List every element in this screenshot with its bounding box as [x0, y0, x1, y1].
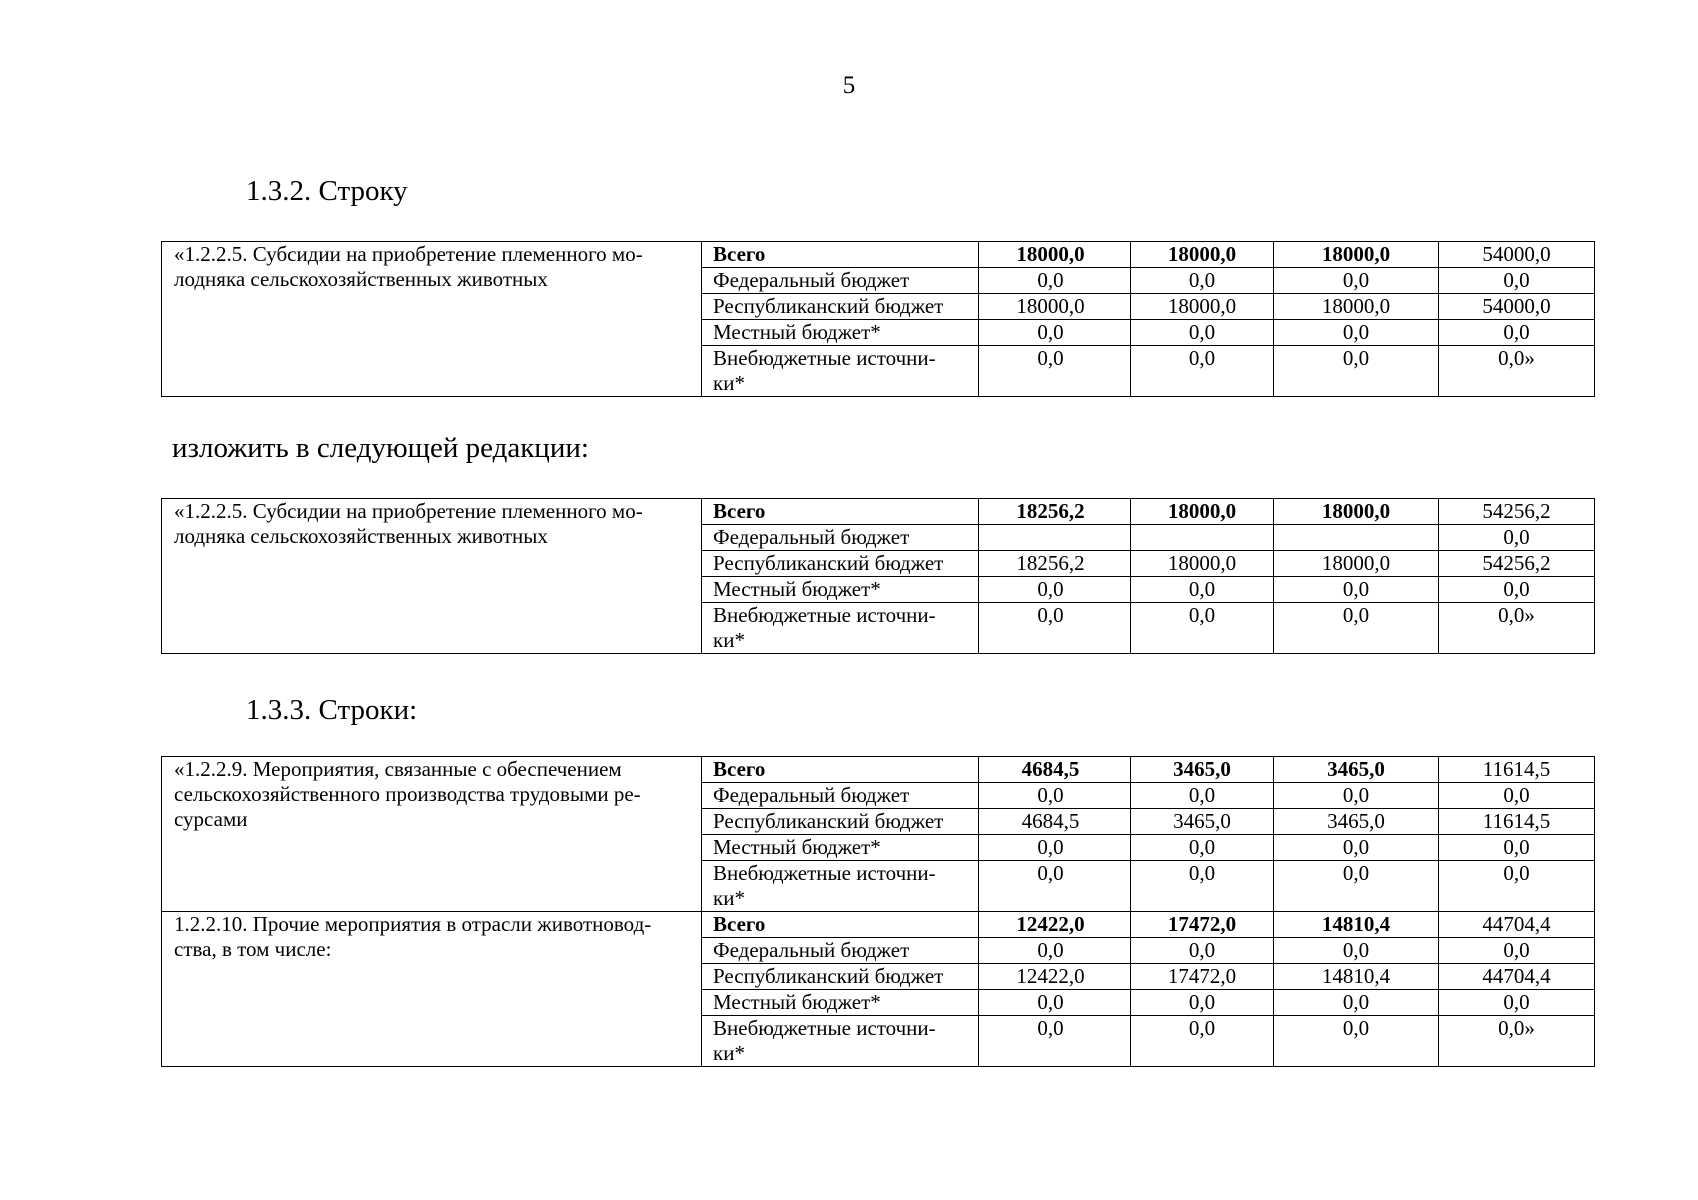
year-value-cell: 0,0 — [1131, 861, 1274, 912]
funding-source: Местный бюджет* — [702, 577, 979, 603]
funding-source: Внебюджетные источни- ки* — [702, 1016, 979, 1067]
year-value-cell: 14810,4 — [1274, 964, 1439, 990]
year-value-cell: 0,0 — [979, 938, 1131, 964]
page-number: 5 — [842, 72, 856, 99]
total-value-cell: 44704,4 — [1439, 964, 1595, 990]
funding-source: Республиканский бюджет — [702, 964, 979, 990]
budget-table-2 — [161, 498, 1595, 654]
total-value-cell: 11614,5 — [1439, 757, 1595, 783]
total-value-cell: 0,0» — [1439, 603, 1595, 654]
funding-source: Внебюджетные источни- ки* — [702, 346, 979, 397]
year-value-cell: 18000,0 — [1274, 499, 1439, 525]
measure-description: 1.2.2.10. Прочие мероприятия в отрасли животновод- ства, в том числе: — [162, 912, 702, 1067]
funding-source: Республиканский бюджет — [702, 294, 979, 320]
funding-source: Местный бюджет* — [702, 990, 979, 1016]
table-row — [162, 242, 1595, 268]
year-value-cell: 18000,0 — [1274, 551, 1439, 577]
year-value-cell: 0,0 — [1274, 835, 1439, 861]
year-value-cell: 0,0 — [1131, 268, 1274, 294]
measure-description: «1.2.2.5. Субсидии на приобретение племенного мо- лодняка сельскохозяйственных животных — [162, 499, 702, 654]
year-value-cell: 3465,0 — [1131, 809, 1274, 835]
funding-source: Всего — [702, 757, 979, 783]
year-value-cell: 0,0 — [1131, 835, 1274, 861]
total-value-cell: 0,0 — [1439, 577, 1595, 603]
table-row — [162, 912, 1595, 938]
funding-source: Республиканский бюджет — [702, 551, 979, 577]
section-heading-1-3-3: 1.3.3. Строки: — [246, 694, 418, 726]
year-value-cell: 0,0 — [1131, 990, 1274, 1016]
year-value-cell: 0,0 — [1274, 1016, 1439, 1067]
budget-table-3 — [161, 756, 1595, 1067]
year-value-cell: 12422,0 — [979, 964, 1131, 990]
year-value-cell: 0,0 — [1274, 346, 1439, 397]
total-value-cell: 0,0 — [1439, 835, 1595, 861]
year-value-cell: 18000,0 — [1274, 242, 1439, 268]
funding-source: Республиканский бюджет — [702, 809, 979, 835]
total-value-cell: 54000,0 — [1439, 242, 1595, 268]
total-value-cell: 0,0 — [1439, 861, 1595, 912]
year-value-cell: 17472,0 — [1131, 912, 1274, 938]
year-value-cell: 0,0 — [1131, 346, 1274, 397]
total-value-cell: 0,0 — [1439, 938, 1595, 964]
funding-source: Всего — [702, 912, 979, 938]
year-value-cell: 0,0 — [1274, 990, 1439, 1016]
year-value-cell: 0,0 — [1131, 783, 1274, 809]
total-value-cell: 0,0» — [1439, 346, 1595, 397]
year-value-cell: 0,0 — [979, 783, 1131, 809]
total-value-cell: 11614,5 — [1439, 809, 1595, 835]
year-value-cell: 18256,2 — [979, 499, 1131, 525]
total-value-cell: 54256,2 — [1439, 551, 1595, 577]
total-value-cell: 54256,2 — [1439, 499, 1595, 525]
year-value-cell: 0,0 — [979, 603, 1131, 654]
total-value-cell: 0,0 — [1439, 320, 1595, 346]
year-value-cell: 4684,5 — [979, 809, 1131, 835]
funding-source: Внебюджетные источни- ки* — [702, 603, 979, 654]
total-value-cell: 0,0 — [1439, 783, 1595, 809]
year-value-cell: 0,0 — [979, 835, 1131, 861]
year-value-cell: 18000,0 — [1274, 294, 1439, 320]
measure-description: «1.2.2.5. Субсидии на приобретение племенного мо- лодняка сельскохозяйственных животных — [162, 242, 702, 397]
year-value-cell: 0,0 — [979, 577, 1131, 603]
funding-source: Местный бюджет* — [702, 835, 979, 861]
funding-source: Всего — [702, 499, 979, 525]
year-value-cell: 0,0 — [1274, 268, 1439, 294]
funding-source: Федеральный бюджет — [702, 268, 979, 294]
year-value-cell: 18256,2 — [979, 551, 1131, 577]
funding-source: Федеральный бюджет — [702, 783, 979, 809]
year-value-cell: 0,0 — [1131, 603, 1274, 654]
year-value-cell: 0,0 — [979, 346, 1131, 397]
year-value-cell: 18000,0 — [1131, 499, 1274, 525]
total-value-cell: 54000,0 — [1439, 294, 1595, 320]
year-value-cell: 0,0 — [979, 320, 1131, 346]
total-value-cell: 0,0 — [1439, 525, 1595, 551]
funding-source: Внебюджетные источни- ки* — [702, 861, 979, 912]
year-value-cell: 12422,0 — [979, 912, 1131, 938]
year-value-cell: 3465,0 — [1131, 757, 1274, 783]
year-value-cell: 0,0 — [1131, 938, 1274, 964]
year-value-cell: 3465,0 — [1274, 809, 1439, 835]
total-value-cell: 0,0» — [1439, 1016, 1595, 1067]
year-value-cell: 0,0 — [979, 861, 1131, 912]
year-value-cell: 0,0 — [1131, 577, 1274, 603]
measure-description: «1.2.2.9. Мероприятия, связанные с обеспечением сельскохозяйственного производства трудовыми ре- сурсами — [162, 757, 702, 912]
year-value-cell: 0,0 — [979, 1016, 1131, 1067]
year-value-cell: 0,0 — [1131, 1016, 1274, 1067]
section-heading-new-edition: изложить в следующей редакции: — [172, 432, 589, 464]
year-value-cell: 14810,4 — [1274, 912, 1439, 938]
funding-source: Федеральный бюджет — [702, 938, 979, 964]
year-value-cell: 18000,0 — [1131, 551, 1274, 577]
year-value-cell: 0,0 — [1274, 603, 1439, 654]
year-value-cell: 4684,5 — [979, 757, 1131, 783]
year-value-cell: 18000,0 — [979, 242, 1131, 268]
budget-table-1 — [161, 241, 1595, 397]
year-value-cell — [1274, 525, 1439, 551]
year-value-cell: 0,0 — [979, 268, 1131, 294]
funding-source: Всего — [702, 242, 979, 268]
funding-source: Федеральный бюджет — [702, 525, 979, 551]
year-value-cell: 0,0 — [1274, 938, 1439, 964]
total-value-cell: 0,0 — [1439, 990, 1595, 1016]
year-value-cell: 17472,0 — [1131, 964, 1274, 990]
year-value-cell: 0,0 — [1274, 783, 1439, 809]
total-value-cell: 0,0 — [1439, 268, 1595, 294]
year-value-cell: 0,0 — [1274, 320, 1439, 346]
year-value-cell: 0,0 — [1274, 577, 1439, 603]
total-value-cell: 44704,4 — [1439, 912, 1595, 938]
year-value-cell: 18000,0 — [1131, 242, 1274, 268]
table-row — [162, 499, 1595, 525]
table-row — [162, 757, 1595, 783]
year-value-cell: 0,0 — [979, 990, 1131, 1016]
year-value-cell: 18000,0 — [979, 294, 1131, 320]
year-value-cell — [979, 525, 1131, 551]
year-value-cell — [1131, 525, 1274, 551]
funding-source: Местный бюджет* — [702, 320, 979, 346]
section-heading-1-3-2: 1.3.2. Строку — [246, 175, 408, 207]
year-value-cell: 18000,0 — [1131, 294, 1274, 320]
year-value-cell: 3465,0 — [1274, 757, 1439, 783]
year-value-cell: 0,0 — [1131, 320, 1274, 346]
year-value-cell: 0,0 — [1274, 861, 1439, 912]
